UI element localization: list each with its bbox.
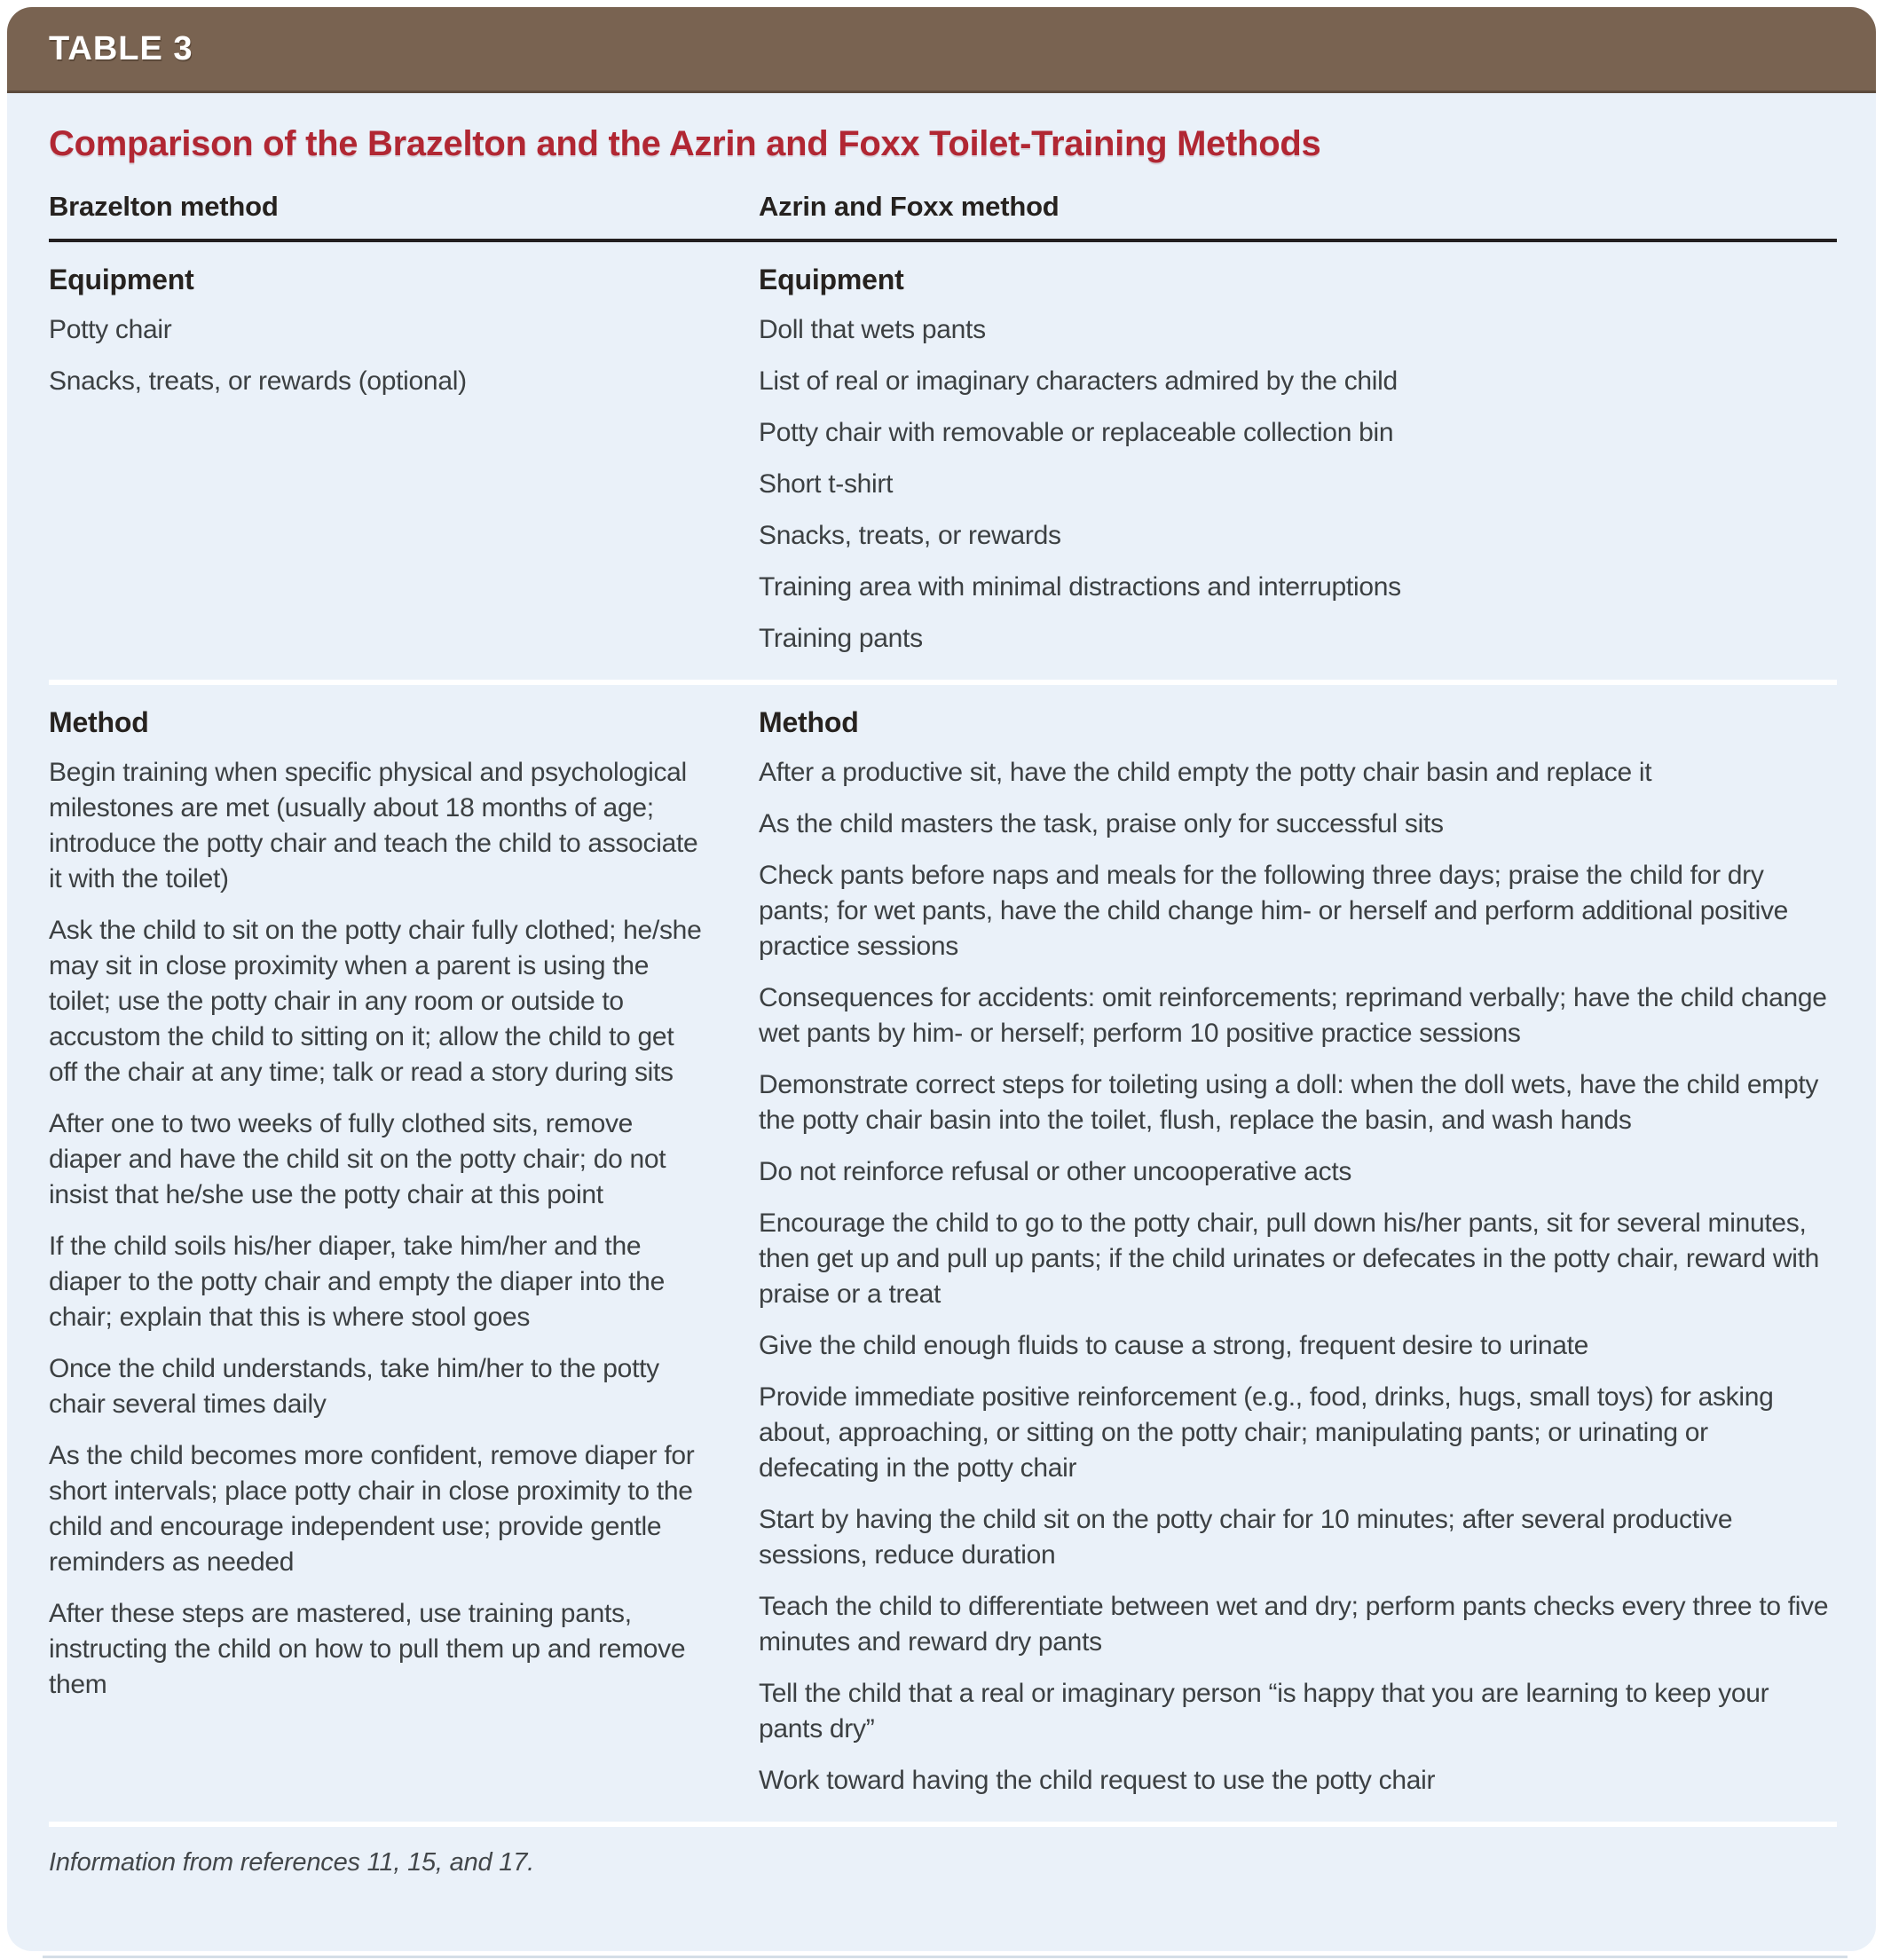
equipment-item: List of real or imaginary characters admired by the child bbox=[759, 366, 1398, 396]
method-step: After a productive sit, have the child empty the potty chair basin and replace it bbox=[759, 758, 1652, 787]
method-step: Do not reinforce refusal or other uncooperative acts bbox=[759, 1157, 1352, 1186]
equipment-item: Snacks, treats, or rewards bbox=[759, 521, 1061, 550]
method-step: Begin training when specific physical and psychological milestones are met (usually about 18 months of age; introduce the potty chair and teach the child to associate it with the toilet) bbox=[49, 758, 698, 893]
equipment-item: Doll that wets pants bbox=[759, 315, 986, 344]
table-card bbox=[7, 7, 1876, 1951]
equipment-item: Snacks, treats, or rewards (optional) bbox=[49, 366, 467, 396]
table-header-bar bbox=[7, 7, 1876, 93]
table-label: TABLE 3 bbox=[49, 29, 193, 67]
method-step: After these steps are mastered, use training pants, instructing the child on how to pull them up and remove them bbox=[49, 1599, 686, 1699]
method-brazelton-cell bbox=[49, 685, 759, 1799]
method-step: Provide immediate positive reinforcement (e.g., food, drinks, hugs, small toys) for asking about, approaching, or sitting on the potty chair; manipulating pants; or urinating or defecating in the potty chair bbox=[759, 1382, 1774, 1483]
method-step: Demonstrate correct steps for toileting using a doll: when the doll wets, have the child empty the potty chair basin into the toilet, flush, replace the basin, and wash hands bbox=[759, 1070, 1819, 1135]
method-step: Work toward having the child request to use the potty chair bbox=[759, 1766, 1436, 1795]
footnote-divider bbox=[49, 1822, 1837, 1827]
table-title: Comparison of the Brazelton and the Azrin and Foxx Toilet-Training Methods bbox=[49, 124, 1321, 163]
method-step: After one to two weeks of fully clothed sits, remove diaper and have the child sit on the potty chair; do not insist that he/she use the potty chair at this point bbox=[49, 1109, 666, 1209]
method-step: Tell the child that a real or imaginary person “is happy that you are learning to keep your pants dry” bbox=[759, 1679, 1769, 1744]
equipment-item: Training pants bbox=[759, 624, 923, 653]
method-step: Ask the child to sit on the potty chair fully clothed; he/she may sit in close proximity when a parent is using the toilet; use the potty chair in any room or outside to accustom the child to sitting on it; allow the child to get off the chair at any time; talk or read a story during sits bbox=[49, 916, 702, 1087]
method-azrin-foxx-cell bbox=[759, 685, 1837, 1799]
equipment-item: Short t-shirt bbox=[759, 469, 894, 499]
method-step: As the child becomes more confident, remove diaper for short intervals; place potty chair in close proximity to the child and encourage independent use; provide gentle reminders as needed bbox=[49, 1441, 695, 1577]
method-heading: Method bbox=[49, 706, 149, 738]
equipment-item: Potty chair with removable or replaceable collection bin bbox=[759, 418, 1394, 447]
equipment-section bbox=[49, 242, 1837, 680]
method-step: If the child soils his/her diaper, take him/her and the diaper to the potty chair and empty the diaper into the chair; explain that this is where stool goes bbox=[49, 1232, 665, 1332]
method-step: Once the child understands, take him/her to the potty chair several times daily bbox=[49, 1354, 659, 1419]
footnote: Information from references 11, 15, and 17. bbox=[49, 1848, 535, 1877]
column-headers-row bbox=[49, 191, 1837, 223]
equipment-azrin-foxx-cell bbox=[759, 242, 1837, 657]
method-step: Start by having the child sit on the potty chair for 10 minutes; after several productive sessions, reduce duration bbox=[759, 1505, 1733, 1570]
equipment-item: Potty chair bbox=[49, 315, 172, 344]
equipment-heading: Equipment bbox=[759, 264, 904, 295]
table-body bbox=[7, 123, 1876, 1877]
method-step: As the child masters the task, praise only for successful sits bbox=[759, 809, 1444, 838]
column-header-brazelton: Brazelton method bbox=[49, 191, 279, 222]
method-heading: Method bbox=[759, 706, 859, 738]
equipment-item: Training area with minimal distractions and interruptions bbox=[759, 572, 1401, 602]
equipment-brazelton-cell bbox=[49, 242, 759, 657]
method-step: Encourage the child to go to the potty chair, pull down his/her pants, sit for several minutes, then get up and pull up pants; if the child urinates or defecates in the potty chair, reward with praise or a treat bbox=[759, 1208, 1819, 1309]
method-step: Check pants before naps and meals for the following three days; praise the child for dry pants; for wet pants, have the child change him- or herself and perform additional positive practice sessions bbox=[759, 861, 1789, 961]
column-header-azrin-foxx: Azrin and Foxx method bbox=[759, 191, 1060, 222]
method-step: Teach the child to differentiate between wet and dry; perform pants checks every three to five minutes and reward dry pants bbox=[759, 1592, 1829, 1657]
method-step: Consequences for accidents: omit reinforcements; reprimand verbally; have the child change wet pants by him- or herself; perform 10 positive practice sessions bbox=[759, 983, 1827, 1048]
method-section bbox=[49, 685, 1837, 1822]
equipment-heading: Equipment bbox=[49, 264, 194, 295]
method-step: Give the child enough fluids to cause a strong, frequent desire to urinate bbox=[759, 1331, 1589, 1360]
